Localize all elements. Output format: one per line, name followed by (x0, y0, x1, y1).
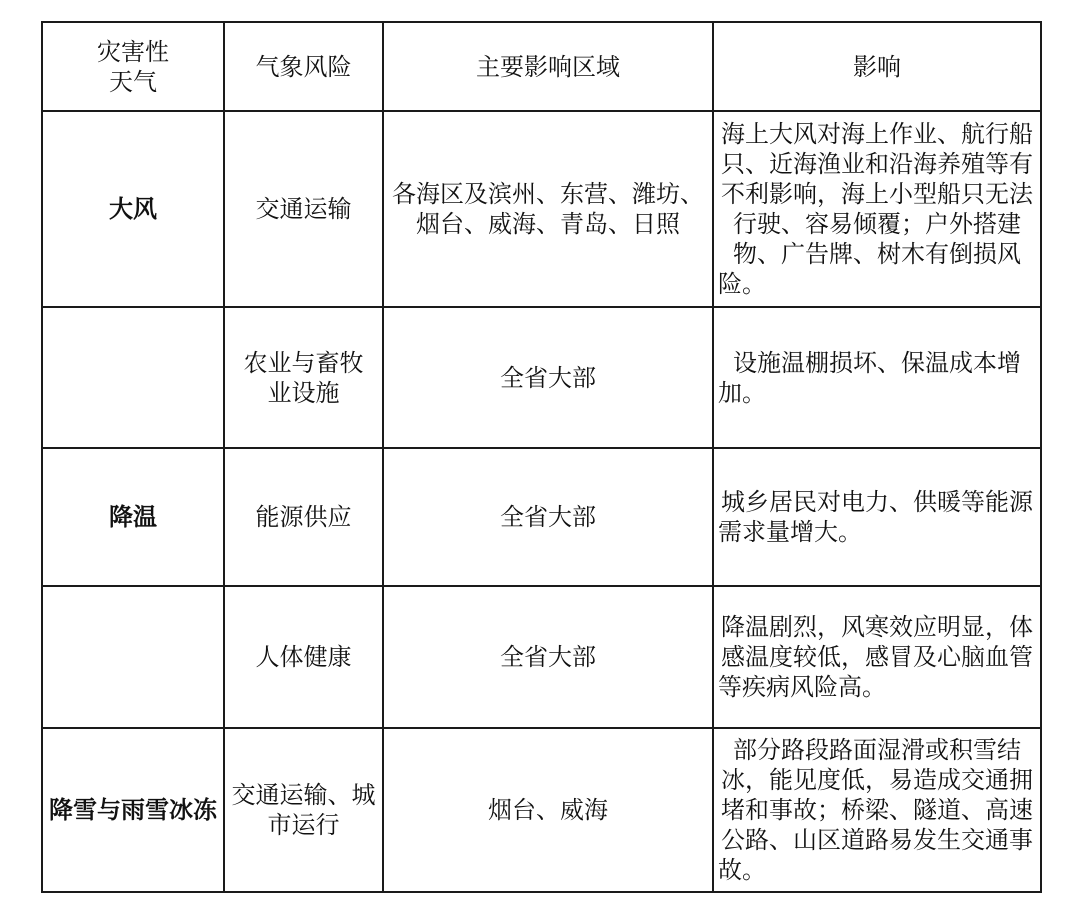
table-row (42, 448, 1041, 586)
weather-risk-table (41, 21, 1042, 893)
header-impact: 影响 (713, 22, 1041, 111)
hazard-cell (42, 307, 224, 448)
table-row (42, 728, 1041, 892)
area-cell: 全省大部 (383, 586, 713, 728)
risk-cell: 能源供应 (224, 448, 383, 586)
table-row (42, 586, 1041, 728)
header-area: 主要影响区域 (383, 22, 713, 111)
header-hazard: 灾害性天气 (42, 22, 224, 111)
risk-cell: 农业与畜牧业设施 (224, 307, 383, 448)
area-cell: 全省大部 (383, 448, 713, 586)
impact-cell: 城乡居民对电力、供暖等能源需求量增大。 (713, 448, 1041, 586)
table-row (42, 307, 1041, 448)
table-row (42, 111, 1041, 307)
impact-cell: 设施温棚损坏、保温成本增加。 (713, 307, 1041, 448)
risk-cell: 交通运输、城市运行 (224, 728, 383, 892)
hazard-cell (42, 586, 224, 728)
hazard-cell: 大风 (42, 111, 224, 307)
impact-cell: 部分路段路面湿滑或积雪结冰，能见度低，易造成交通拥堵和事故；桥梁、隧道、高速公路、山区道路易发生交通事故。 (713, 728, 1041, 892)
area-cell: 各海区及滨州、东营、潍坊、烟台、威海、青岛、日照 (383, 111, 713, 307)
table-header-row (42, 22, 1041, 111)
area-cell: 烟台、威海 (383, 728, 713, 892)
risk-cell: 交通运输 (224, 111, 383, 307)
header-risk: 气象风险 (224, 22, 383, 111)
impact-cell: 降温剧烈，风寒效应明显，体感温度较低，感冒及心脑血管等疾病风险高。 (713, 586, 1041, 728)
area-cell: 全省大部 (383, 307, 713, 448)
hazard-cell: 降雪与雨雪冰冻 (42, 728, 224, 892)
risk-cell: 人体健康 (224, 586, 383, 728)
impact-cell: 海上大风对海上作业、航行船只、近海渔业和沿海养殖等有不利影响，海上小型船只无法行驶、容易倾覆；户外搭建物、广告牌、树木有倒损风险。 (713, 111, 1041, 307)
hazard-cell: 降温 (42, 448, 224, 586)
